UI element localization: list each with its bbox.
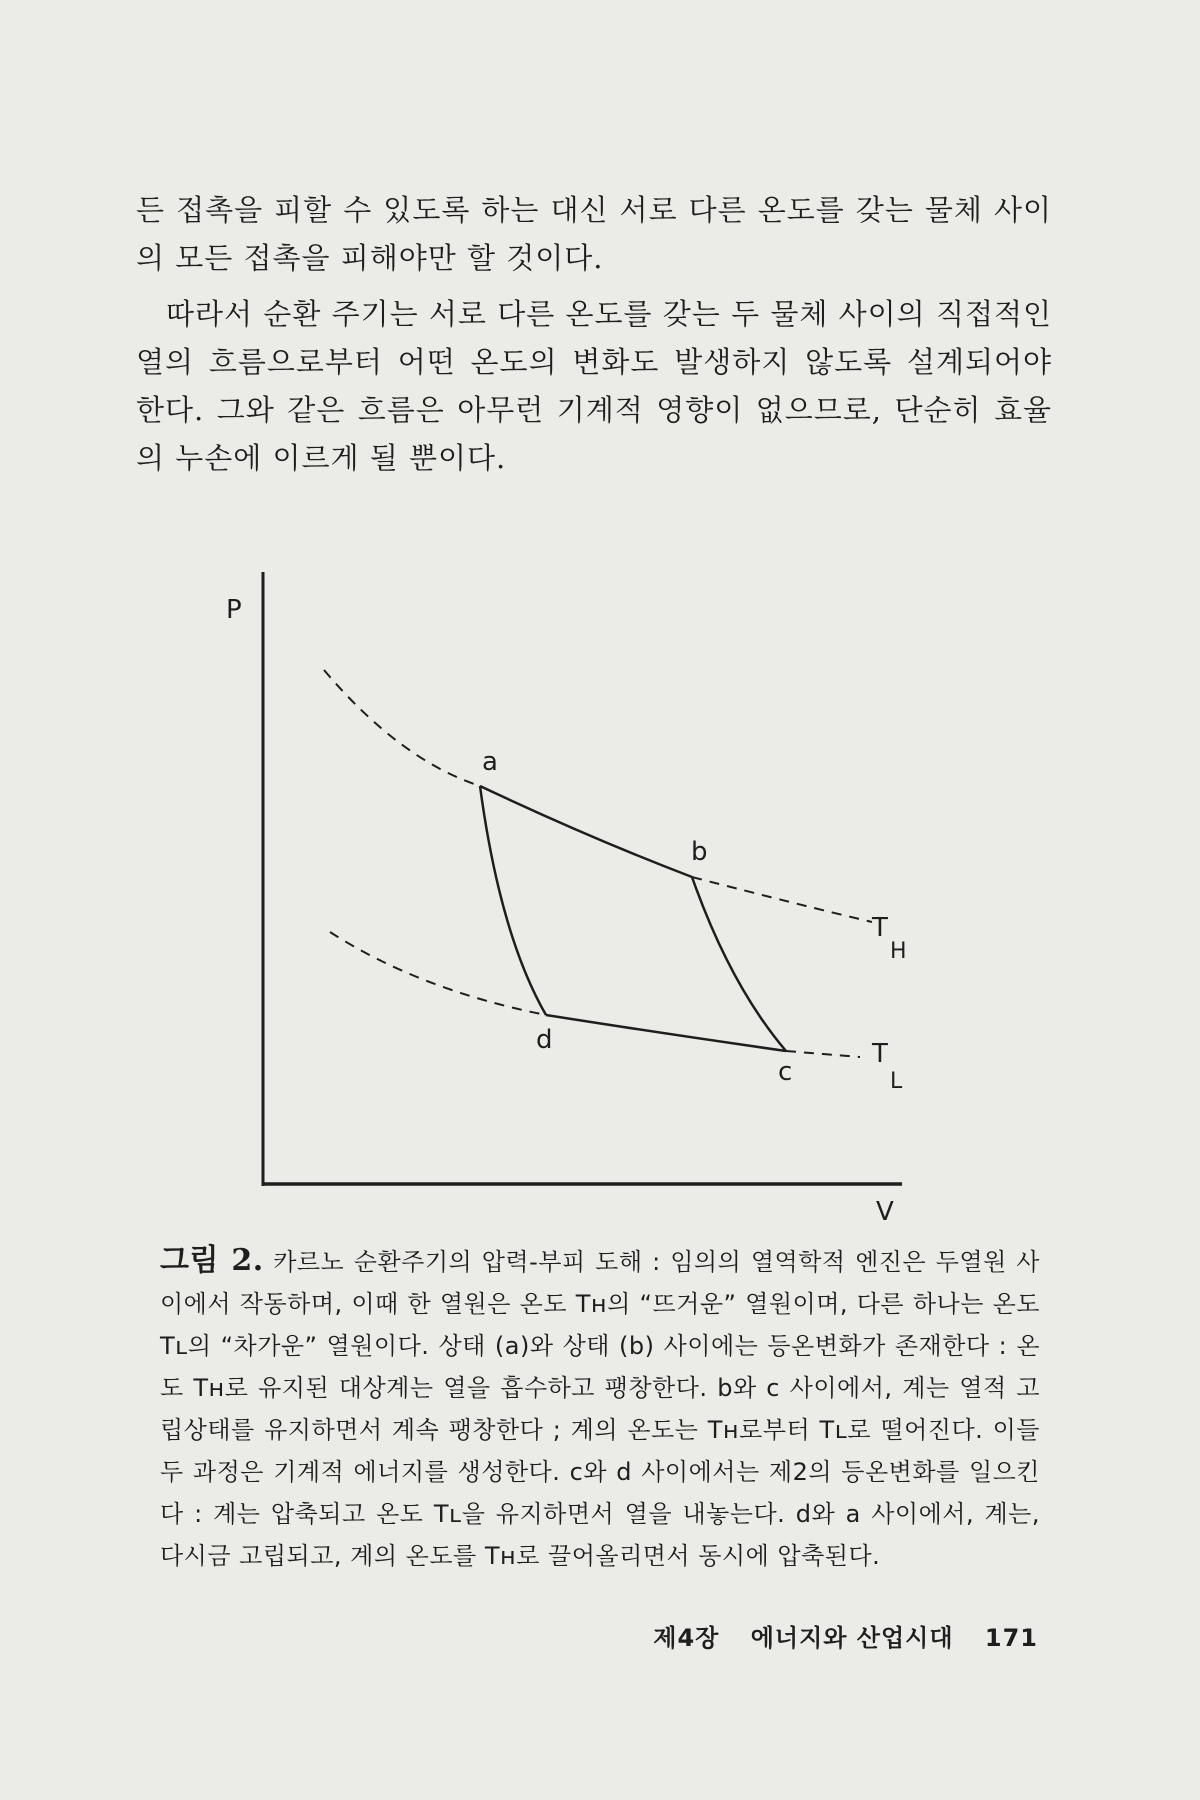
page-footer (653, 1618, 1038, 1653)
caption-figure-number: 그림 2. (160, 1243, 264, 1278)
process-c-d (546, 1015, 786, 1051)
isotherm-high-right-dashed (692, 877, 872, 922)
th-label-sub: H (890, 939, 907, 964)
caption-text: 카르노 순환주기의 압력-부피 도해 : 임의의 열역학적 엔진은 두열원 사이에서 작동하며, 이때 한 열원은 온도 Tʜ의 “뜨거운” 열원이며, 다른 하나는 온도 Tʟ의 “차가운” 열원이다. 상태 (a)와 상태 (b) 사이에는 등온변화가 존재한다 : 온도 Tʜ로 유지된 대상계는 열을 흡수하고 팽창한다. b와 c 사이에서, 계는 열적 고립상태를 유지하면서 계속 팽창한다 ; 계의 온도는 Tʜ로부터 Tʟ로 떨어진다. 이들 두 과정은 기계적 에너지를 생성한다. c와 d 사이에서는 제2의 등온변화를 일으킨다 : 계는 압축되고 온도 Tʟ을 유지하면서 열을 내놓는다. d와 a 사이에서, 계는, 다시금 고립되고, 계의 온도를 Tʜ로 끌어올리면서 동시에 압축된다. (160, 1248, 1040, 1570)
process-a-b (480, 786, 692, 877)
point-d-label: d (536, 1025, 553, 1055)
paragraph-2: 따라서 순환 주기는 서로 다른 온도를 갖는 두 물체 사이의 직접적인 열의 흐름으로부터 어떤 온도의 변화도 발생하지 않도록 설계되어야 한다. 그와 같은 흐름은 아무런 기계적 영향이 없으므로, 단순히 효율의 누손에 이르게 될 뿐이다. (136, 297, 1052, 475)
p-axis-label: P (226, 595, 242, 625)
point-a-label: a (482, 747, 498, 777)
process-b-c (692, 877, 786, 1051)
footer-page-number: 171 (984, 1624, 1038, 1652)
paragraph-1: 든 접촉을 피할 수 있도록 하는 대신 서로 다른 온도를 갖는 물체 사이의 모든 접촉을 피해야만 할 것이다. (136, 193, 1052, 275)
figure-caption (160, 1240, 1040, 1577)
process-d-a (480, 786, 546, 1015)
th-label-main: T (872, 913, 888, 943)
v-axis-label: V (876, 1197, 894, 1227)
isotherm-high-left-dashed (324, 670, 480, 786)
tl-label-main: T (872, 1039, 888, 1069)
point-c-label: c (778, 1057, 793, 1087)
point-b-label: b (691, 837, 708, 867)
tl-label-sub: L (890, 1069, 903, 1094)
isotherm-low-right-dashed (786, 1051, 860, 1057)
footer-chapter: 제4장 (653, 1624, 720, 1652)
footer-title: 에너지와 산업시대 (750, 1624, 954, 1652)
